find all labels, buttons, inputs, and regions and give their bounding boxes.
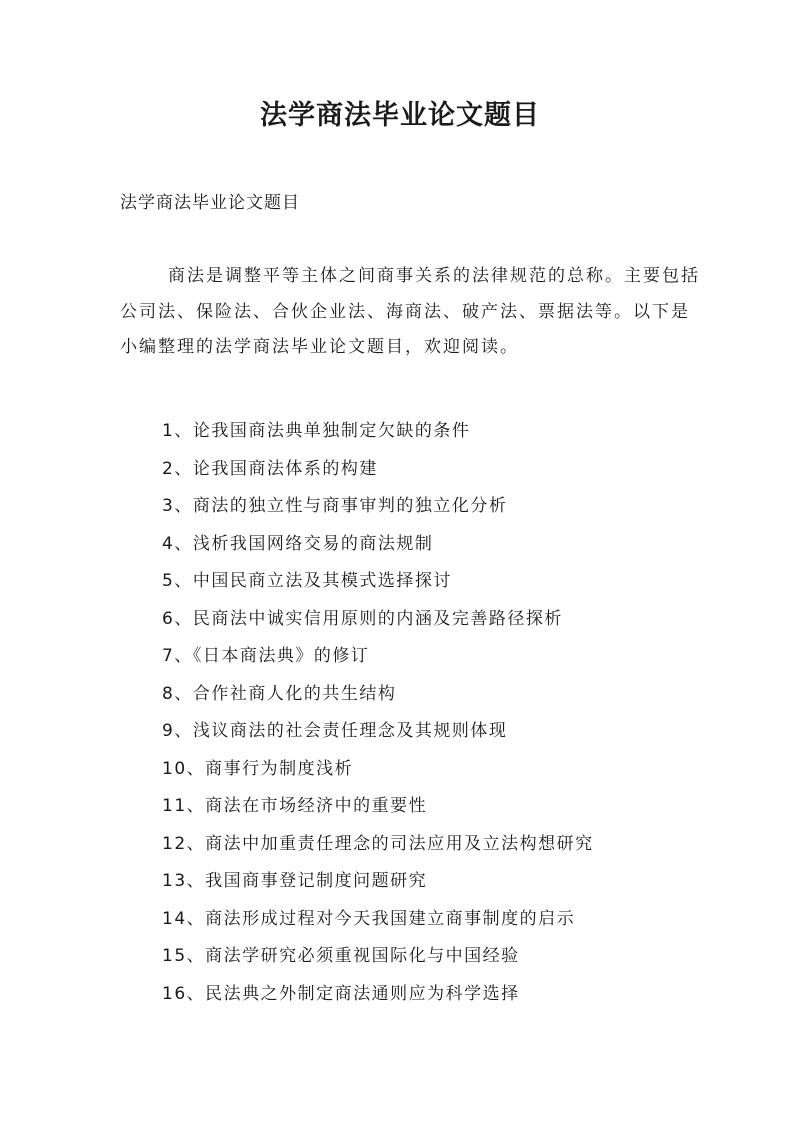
list-item: 8、合作社商人化的共生结构 (162, 683, 397, 704)
list-item: 6、民商法中诚实信用原则的内涵及完善路径探析 (162, 608, 563, 629)
list-item: 10、商事行为制度浅析 (162, 758, 354, 779)
list-item: 16、民法典之外制定商法通则应为科学选择 (162, 983, 520, 1004)
list-item: 7、《日本商法典》的修订 (162, 646, 370, 666)
list-item: 2、论我国商法体系的构建 (162, 458, 378, 479)
list-item: 3、商法的独立性与商事审判的独立化分析 (162, 496, 508, 516)
list-item: 4、浅析我国网络交易的商法规制 (162, 533, 434, 554)
list-item: 14、商法形成过程对今天我国建立商事制度的启示 (162, 908, 576, 929)
list-item: 11、商法在市场经济中的重要性 (162, 796, 428, 816)
document-subtitle: 法学商法毕业论文题目 (120, 193, 300, 213)
list-item: 1、论我国商法典单独制定欠缺的条件 (162, 421, 471, 441)
list-item: 9、浅议商法的社会责任理念及其规则体现 (162, 721, 508, 741)
list-item: 5、中国民商立法及其模式选择探讨 (162, 571, 452, 591)
topic-list (162, 413, 594, 1013)
list-item: 15、商法学研究必须重视国际化与中国经验 (162, 946, 520, 966)
intro-paragraph: 商法是调整平等主体之间商事关系的法律规范的总称。主要包括公司法、保险法、合伙企业法、海商法、破产法、票据法等。以下是小编整理的法学商法毕业论文题目，欢迎阅读。 (120, 266, 700, 357)
list-item: 13、我国商事登记制度问题研究 (162, 871, 428, 891)
list-item: 12、商法中加重责任理念的司法应用及立法构想研究 (162, 833, 594, 854)
document-title: 法学商法毕业论文题目 (260, 100, 540, 131)
